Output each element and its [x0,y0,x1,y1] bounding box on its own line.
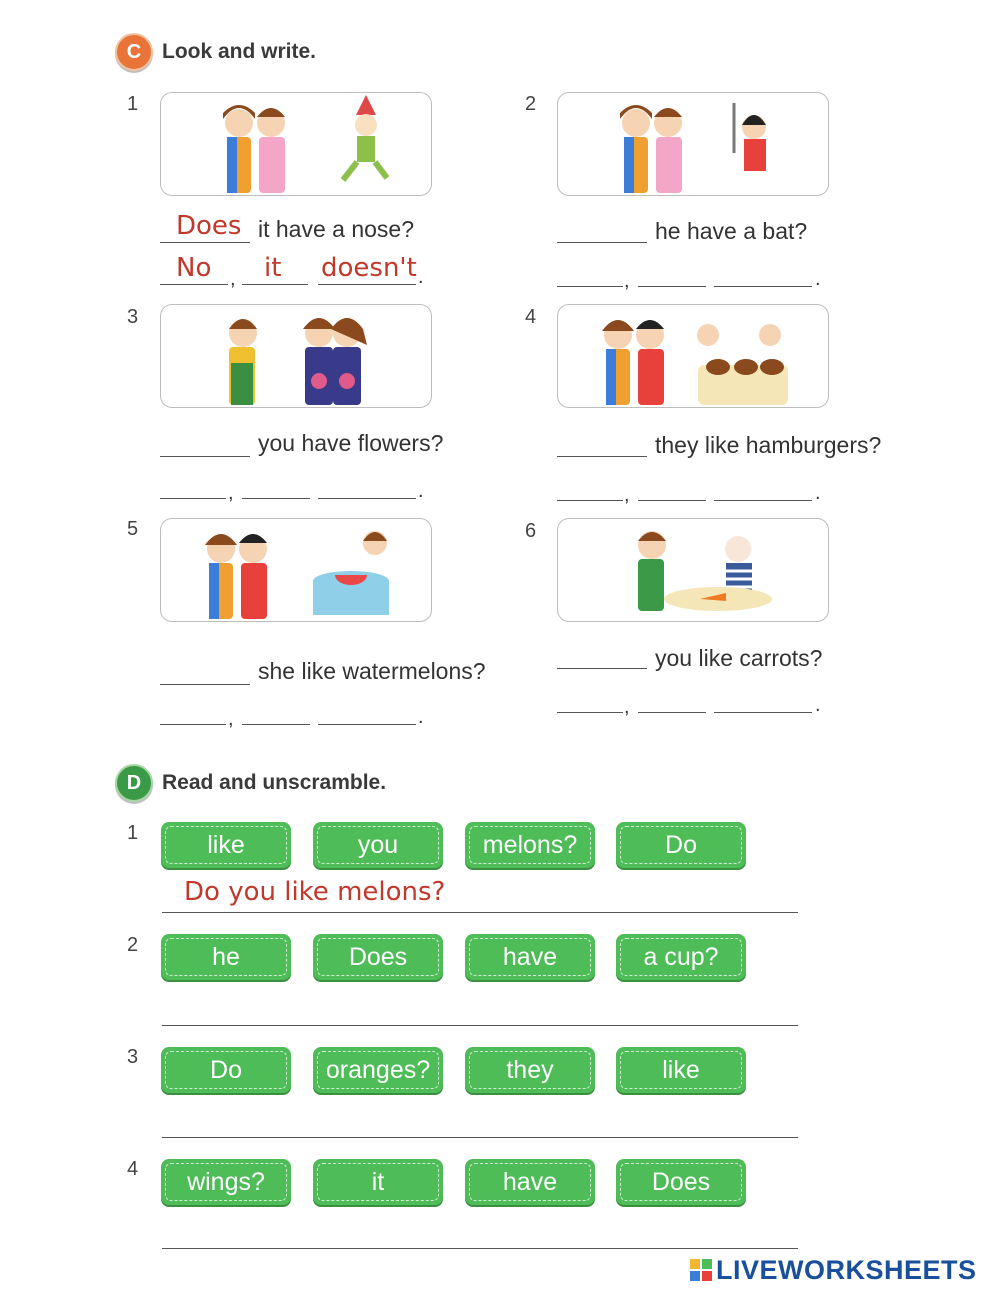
answer-line[interactable] [557,456,647,457]
answer-line[interactable] [242,724,310,725]
scene-illustration [558,519,828,621]
unscramble-answer: Do you like melons? [184,877,446,907]
answer-line[interactable] [714,286,812,287]
scene-illustration [558,93,828,195]
question-text: they like hamburgers? [655,432,882,458]
item-number: 3 [127,1046,139,1068]
picture-box [160,304,432,408]
answer-line[interactable] [557,712,623,713]
answer-line[interactable] [557,286,623,287]
comma: , [624,484,630,506]
picture-box [160,92,432,196]
answer-line[interactable] [160,724,226,725]
scene-illustration [161,93,431,195]
scene-illustration [161,305,431,407]
word-tile[interactable]: have [465,934,595,980]
question-text: you like carrots? [655,645,823,671]
period: . [418,266,424,288]
answer-line[interactable] [162,1248,798,1249]
picture-box [557,304,829,408]
answer-line[interactable] [242,284,308,285]
answer-line[interactable] [714,500,812,501]
section-d-title: Read and unscramble. [162,771,387,794]
word-tile[interactable]: Do [616,822,746,868]
reply-word: doesn't [321,253,417,283]
item-number: 4 [525,306,537,328]
picture-box [160,518,432,622]
liveworksheets-logo[interactable]: LIVEWORKSHEETS [716,1255,977,1285]
period: . [815,694,821,716]
question-text: you have flowers? [258,430,444,456]
item-number: 5 [127,518,139,540]
answer-line[interactable] [160,284,228,285]
answer-line[interactable] [160,242,250,243]
question-text: he have a bat? [655,218,808,244]
comma: , [624,696,630,718]
answer-line[interactable] [162,1137,798,1138]
item-number: 6 [525,520,537,542]
item-number: 1 [127,93,139,115]
period: . [418,706,424,728]
answer-line[interactable] [318,284,416,285]
reply-word: it [264,253,282,283]
section-c-title: Look and write. [162,40,317,63]
comma: , [230,268,236,290]
word-tile[interactable]: they [465,1047,595,1093]
answer-line[interactable] [638,286,706,287]
comma: , [228,708,234,730]
comma: , [624,270,630,292]
word-tile[interactable]: Do [161,1047,291,1093]
answer-word: Does [176,211,242,241]
answer-line[interactable] [638,500,706,501]
section-c-badge: C [115,33,153,71]
period: . [418,480,424,502]
question-text: it have a nose? [258,216,415,242]
answer-line[interactable] [160,684,250,685]
item-number: 1 [127,822,139,844]
reply-word: No [176,253,212,283]
word-tile[interactable]: a cup? [616,934,746,980]
word-tile[interactable]: like [616,1047,746,1093]
period: . [815,482,821,504]
answer-line[interactable] [162,912,798,913]
answer-line[interactable] [318,724,416,725]
word-tile[interactable]: Does [616,1159,746,1205]
answer-line[interactable] [714,712,812,713]
liveworksheets-logo-icon [690,1259,712,1281]
word-tile[interactable]: wings? [161,1159,291,1205]
period: . [815,268,821,290]
item-number: 2 [127,934,139,956]
answer-line[interactable] [638,712,706,713]
scene-illustration [558,305,828,407]
answer-line[interactable] [242,498,310,499]
question-text: she like watermelons? [258,658,486,684]
scene-illustration [161,519,431,621]
answer-line[interactable] [557,242,647,243]
item-number: 4 [127,1158,139,1180]
word-tile[interactable]: have [465,1159,595,1205]
item-number: 3 [127,306,139,328]
picture-box [557,92,829,196]
picture-box [557,518,829,622]
answer-line[interactable] [318,498,416,499]
answer-line[interactable] [557,668,647,669]
word-tile[interactable]: Does [313,934,443,980]
answer-line[interactable] [557,500,623,501]
word-tile[interactable]: you [313,822,443,868]
answer-line[interactable] [160,456,250,457]
answer-line[interactable] [160,498,226,499]
word-tile[interactable]: like [161,822,291,868]
word-tile[interactable]: oranges? [313,1047,443,1093]
word-tile[interactable]: it [313,1159,443,1205]
answer-line[interactable] [162,1025,798,1026]
comma: , [228,482,234,504]
word-tile[interactable]: melons? [465,822,595,868]
word-tile[interactable]: he [161,934,291,980]
item-number: 2 [525,93,537,115]
section-d-badge: D [115,764,153,802]
